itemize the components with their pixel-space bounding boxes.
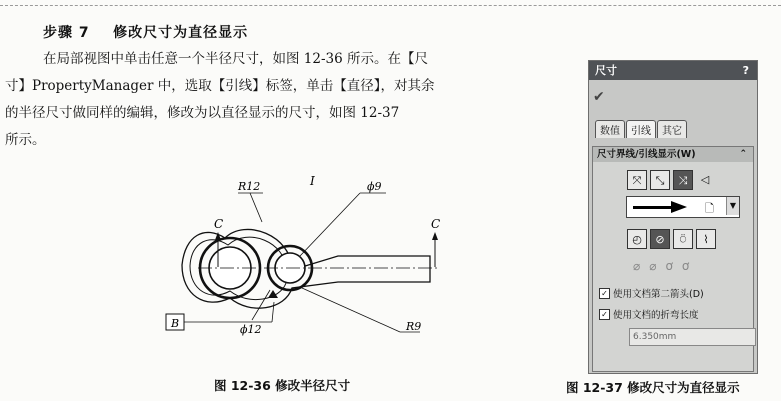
- instruction-paragraph: [5, 46, 555, 154]
- tab-value[interactable]: 数值: [595, 120, 625, 138]
- leader-r12-diag: [250, 193, 262, 222]
- linear-diameter-icon[interactable]: ⍥: [673, 229, 693, 249]
- section-header[interactable]: [593, 147, 753, 162]
- paragraph-line: 在局部视图中单击任意一个半径尺寸，如图 12-36 所示。在【尺: [43, 51, 428, 67]
- panel-title-bar: [589, 61, 757, 80]
- detail-label: I: [310, 174, 315, 188]
- paragraph-line: 寸】PropertyManager 中，选取【引线】标签，单击【直径】，对其余: [5, 78, 435, 94]
- leader-phi12: [252, 290, 270, 320]
- dropdown-arrow-icon[interactable]: ▼: [726, 197, 739, 215]
- section-label-right: C: [431, 217, 441, 231]
- detail-view-drawing: [150, 170, 460, 370]
- panel-tabs: [595, 120, 688, 140]
- checkbox-checked-icon[interactable]: ✓: [599, 309, 610, 320]
- checkbox-label: 使用文档的折弯长度: [613, 310, 699, 321]
- document-icon: 🗋: [705, 202, 714, 215]
- leader-phi9-diag: [300, 193, 360, 256]
- radius-icon[interactable]: ◴: [627, 229, 647, 249]
- dim-r12: R12: [238, 180, 261, 193]
- dimension-property-manager: [588, 60, 758, 374]
- check-icon[interactable]: ✔: [593, 89, 605, 105]
- paragraph-line: 所示。: [5, 132, 46, 148]
- leader-direction-1-icon[interactable]: ⌀: [633, 259, 641, 273]
- step-label: 步骤 7: [43, 25, 90, 41]
- step-title: 修改尺寸为直径显示: [113, 25, 249, 41]
- section-arrow-right: [432, 232, 438, 240]
- datum-label: B: [171, 317, 180, 330]
- section-title: 尺寸界线/引线显示(W): [597, 149, 696, 160]
- help-icon[interactable]: ?: [742, 64, 749, 77]
- leader-style-icons: [627, 229, 716, 249]
- no-arrows-icon[interactable]: ◁: [700, 172, 710, 186]
- inside-arrows-icon[interactable]: ⤡: [650, 170, 670, 190]
- leader-direction-icons: [633, 259, 689, 273]
- arrow-style-select[interactable]: [626, 196, 740, 218]
- chevron-up-icon[interactable]: ⌃: [739, 149, 747, 159]
- panel-title: 尺寸: [595, 64, 617, 77]
- figure-12-36-caption: 图 12-36 修改半径尺寸: [214, 378, 351, 393]
- leader-direction-4-icon[interactable]: ơ: [681, 259, 690, 273]
- leader-direction-2-icon[interactable]: ⌀: [649, 259, 657, 273]
- second-arrow-checkbox[interactable]: [599, 286, 704, 300]
- leader-display-section: [592, 146, 754, 372]
- diameter-icon[interactable]: ⊘: [650, 229, 670, 249]
- dim-phi9: ϕ9: [367, 180, 382, 193]
- foreshortened-icon[interactable]: ⌇: [696, 229, 716, 249]
- smart-arrows-icon[interactable]: ⤨: [673, 170, 693, 190]
- figure-12-37-caption: 图 12-37 修改尺寸为直径显示: [566, 380, 740, 395]
- tab-other[interactable]: 其它: [657, 120, 687, 138]
- bend-length-checkbox[interactable]: [599, 307, 699, 321]
- leader-r9: [302, 288, 400, 332]
- section-label-left: C: [214, 217, 224, 231]
- bend-length-field[interactable]: 6.350mm: [629, 328, 756, 346]
- outside-arrows-icon[interactable]: ⤧: [627, 170, 647, 190]
- tab-leader[interactable]: 引线: [626, 120, 656, 138]
- leader-direction-3-icon[interactable]: ơ: [665, 259, 673, 273]
- witness-line-icons: [627, 170, 714, 190]
- dim-r9: R9: [406, 320, 422, 333]
- paragraph-line: 的半径尺寸做同样的编辑，修改为以直径显示的尺寸，如图 12-37: [5, 105, 400, 121]
- checkbox-checked-icon[interactable]: ✓: [599, 288, 610, 299]
- dim-phi12: ϕ12: [240, 323, 262, 336]
- page-top-rule: [0, 5, 781, 6]
- step-heading: [43, 22, 248, 42]
- checkbox-label: 使用文档第二箭头(D): [613, 289, 704, 300]
- datum-leader-diag: [272, 302, 274, 322]
